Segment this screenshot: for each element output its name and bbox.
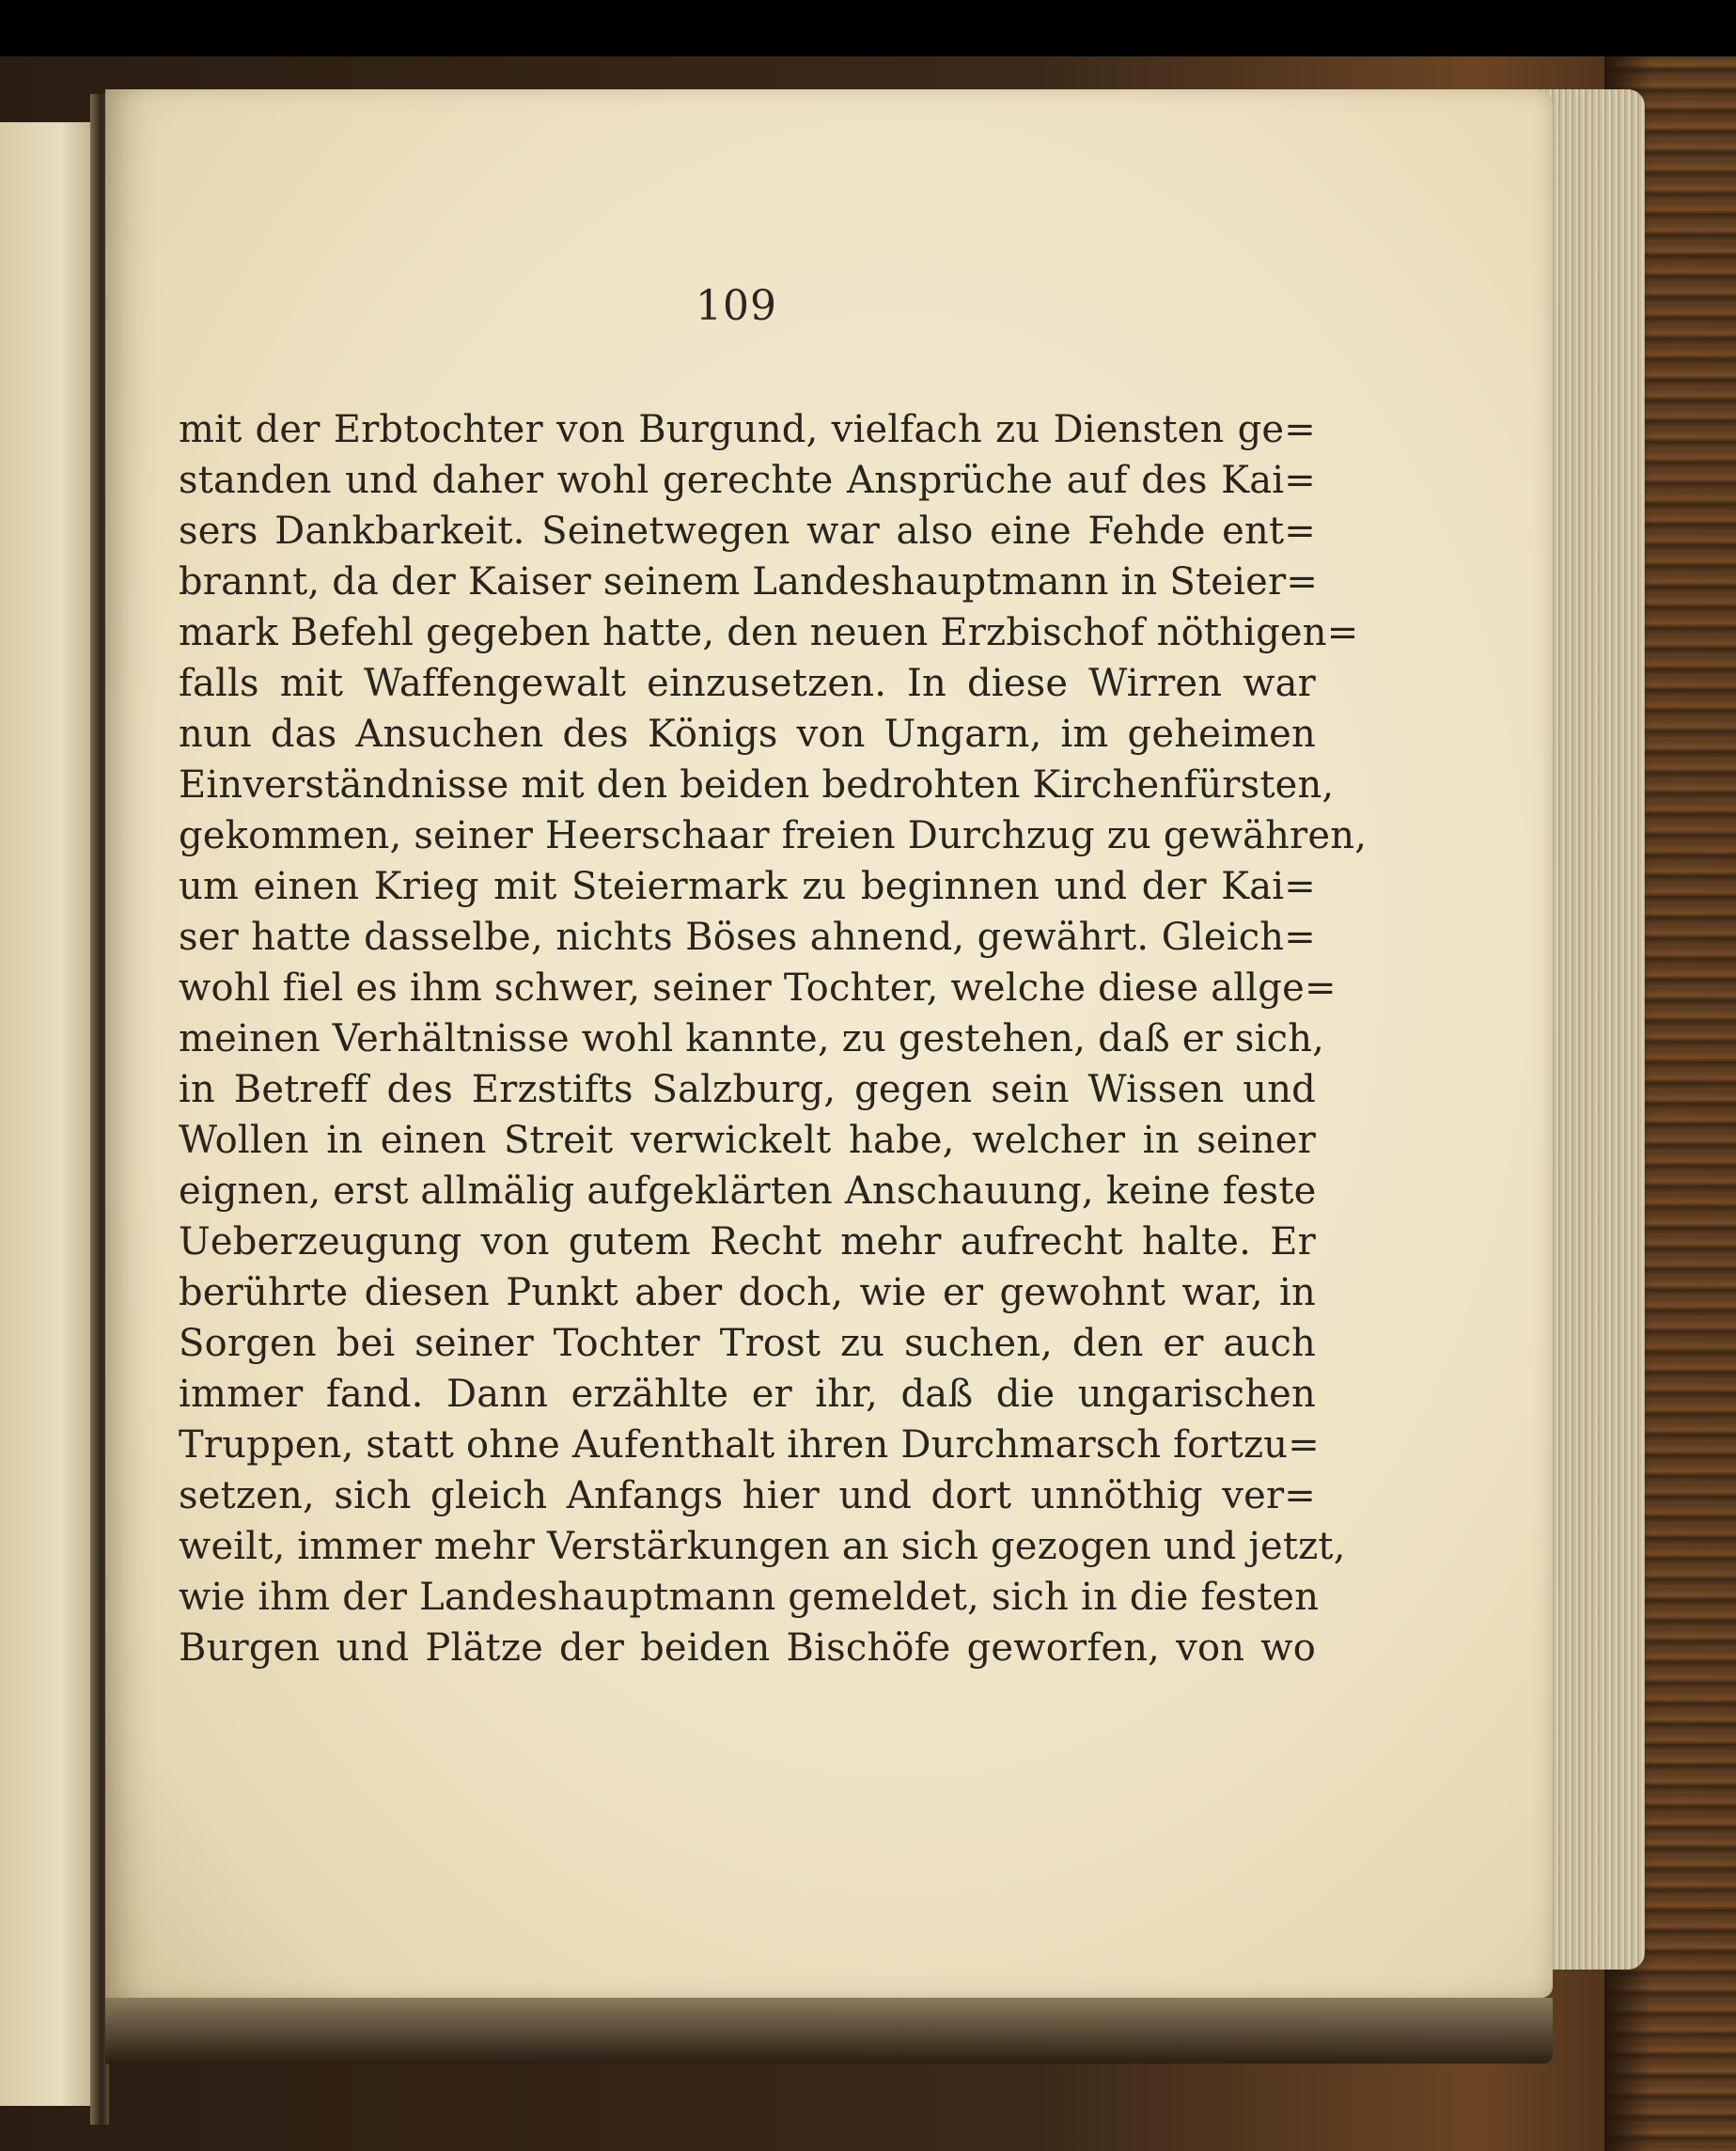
text-line: wie ihm der Landeshauptmann gemeldet, sich in die festen <box>179 1576 1320 1619</box>
text-line: eignen, erst allmälig aufgeklärten Anschauung, keine feste <box>179 1170 1317 1213</box>
text-line: mit der Erbtochter von Burgund, vielfach zu Diensten ge= <box>179 408 1316 451</box>
text-line: berührte diesen Punkt aber doch, wie er gewohnt war, in <box>179 1271 1316 1314</box>
body-text <box>179 404 1368 1673</box>
text-line: brannt, da der Kaiser seinem Landeshauptmann in Steier= <box>179 560 1319 604</box>
page-shadow <box>105 1998 1553 2064</box>
page-edges <box>1541 89 1645 1970</box>
text-line: standen und daher wohl gerechte Ansprüche auf des Kai= <box>179 459 1316 502</box>
text-line: sers Dankbarkeit. Seinetwegen war also eine Fehde ent= <box>179 510 1316 553</box>
text-line: immer fand. Dann erzählte er ihr, daß die ungarischen <box>179 1373 1316 1416</box>
text-line: nun das Ansuchen des Königs von Ungarn, im geheimen <box>179 713 1316 756</box>
text-line: gekommen, seiner Heerschaar freien Durchzug zu gewähren, <box>179 814 1368 857</box>
page-number: 109 <box>696 282 777 330</box>
left-page-edge <box>0 122 102 2106</box>
text-line: meinen Verhältnisse wohl kannte, zu gestehen, daß er sich, <box>179 1017 1325 1060</box>
text-line: Wollen in einen Streit verwickelt habe, welcher in seiner <box>179 1119 1316 1162</box>
text-line: Einverständnisse mit den beiden bedrohten Kirchenfürsten, <box>179 763 1335 807</box>
text-line: falls mit Waffengewalt einzusetzen. In diese Wirren war <box>179 662 1316 705</box>
text-line: Burgen und Plätze der beiden Bischöfe geworfen, von wo <box>179 1626 1316 1670</box>
text-line: ser hatte dasselbe, nichts Böses ahnend, gewährt. Gleich= <box>179 916 1316 959</box>
text-line: in Betreff des Erzstifts Salzburg, gegen sein Wissen und <box>179 1068 1316 1111</box>
text-line: Truppen, statt ohne Aufenthalt ihren Durchmarsch fortzu= <box>179 1423 1320 1467</box>
text-line: wohl fiel es ihm schwer, seiner Tochter, welche diese allge= <box>179 966 1337 1010</box>
text-line: Sorgen bei seiner Tochter Trost zu suchen, den er auch <box>179 1322 1316 1365</box>
text-line: Ueberzeugung von gutem Recht mehr aufrecht halte. Er <box>179 1220 1316 1264</box>
text-line: um einen Krieg mit Steiermark zu beginnen und der Kai= <box>179 865 1316 908</box>
text-line: mark Befehl gegeben hatte, den neuen Erzbischof nöthigen= <box>179 611 1359 654</box>
text-line: setzen, sich gleich Anfangs hier und dort unnöthig ver= <box>179 1474 1316 1517</box>
text-line: weilt, immer mehr Verstärkungen an sich gezogen und jetzt, <box>179 1525 1346 1568</box>
